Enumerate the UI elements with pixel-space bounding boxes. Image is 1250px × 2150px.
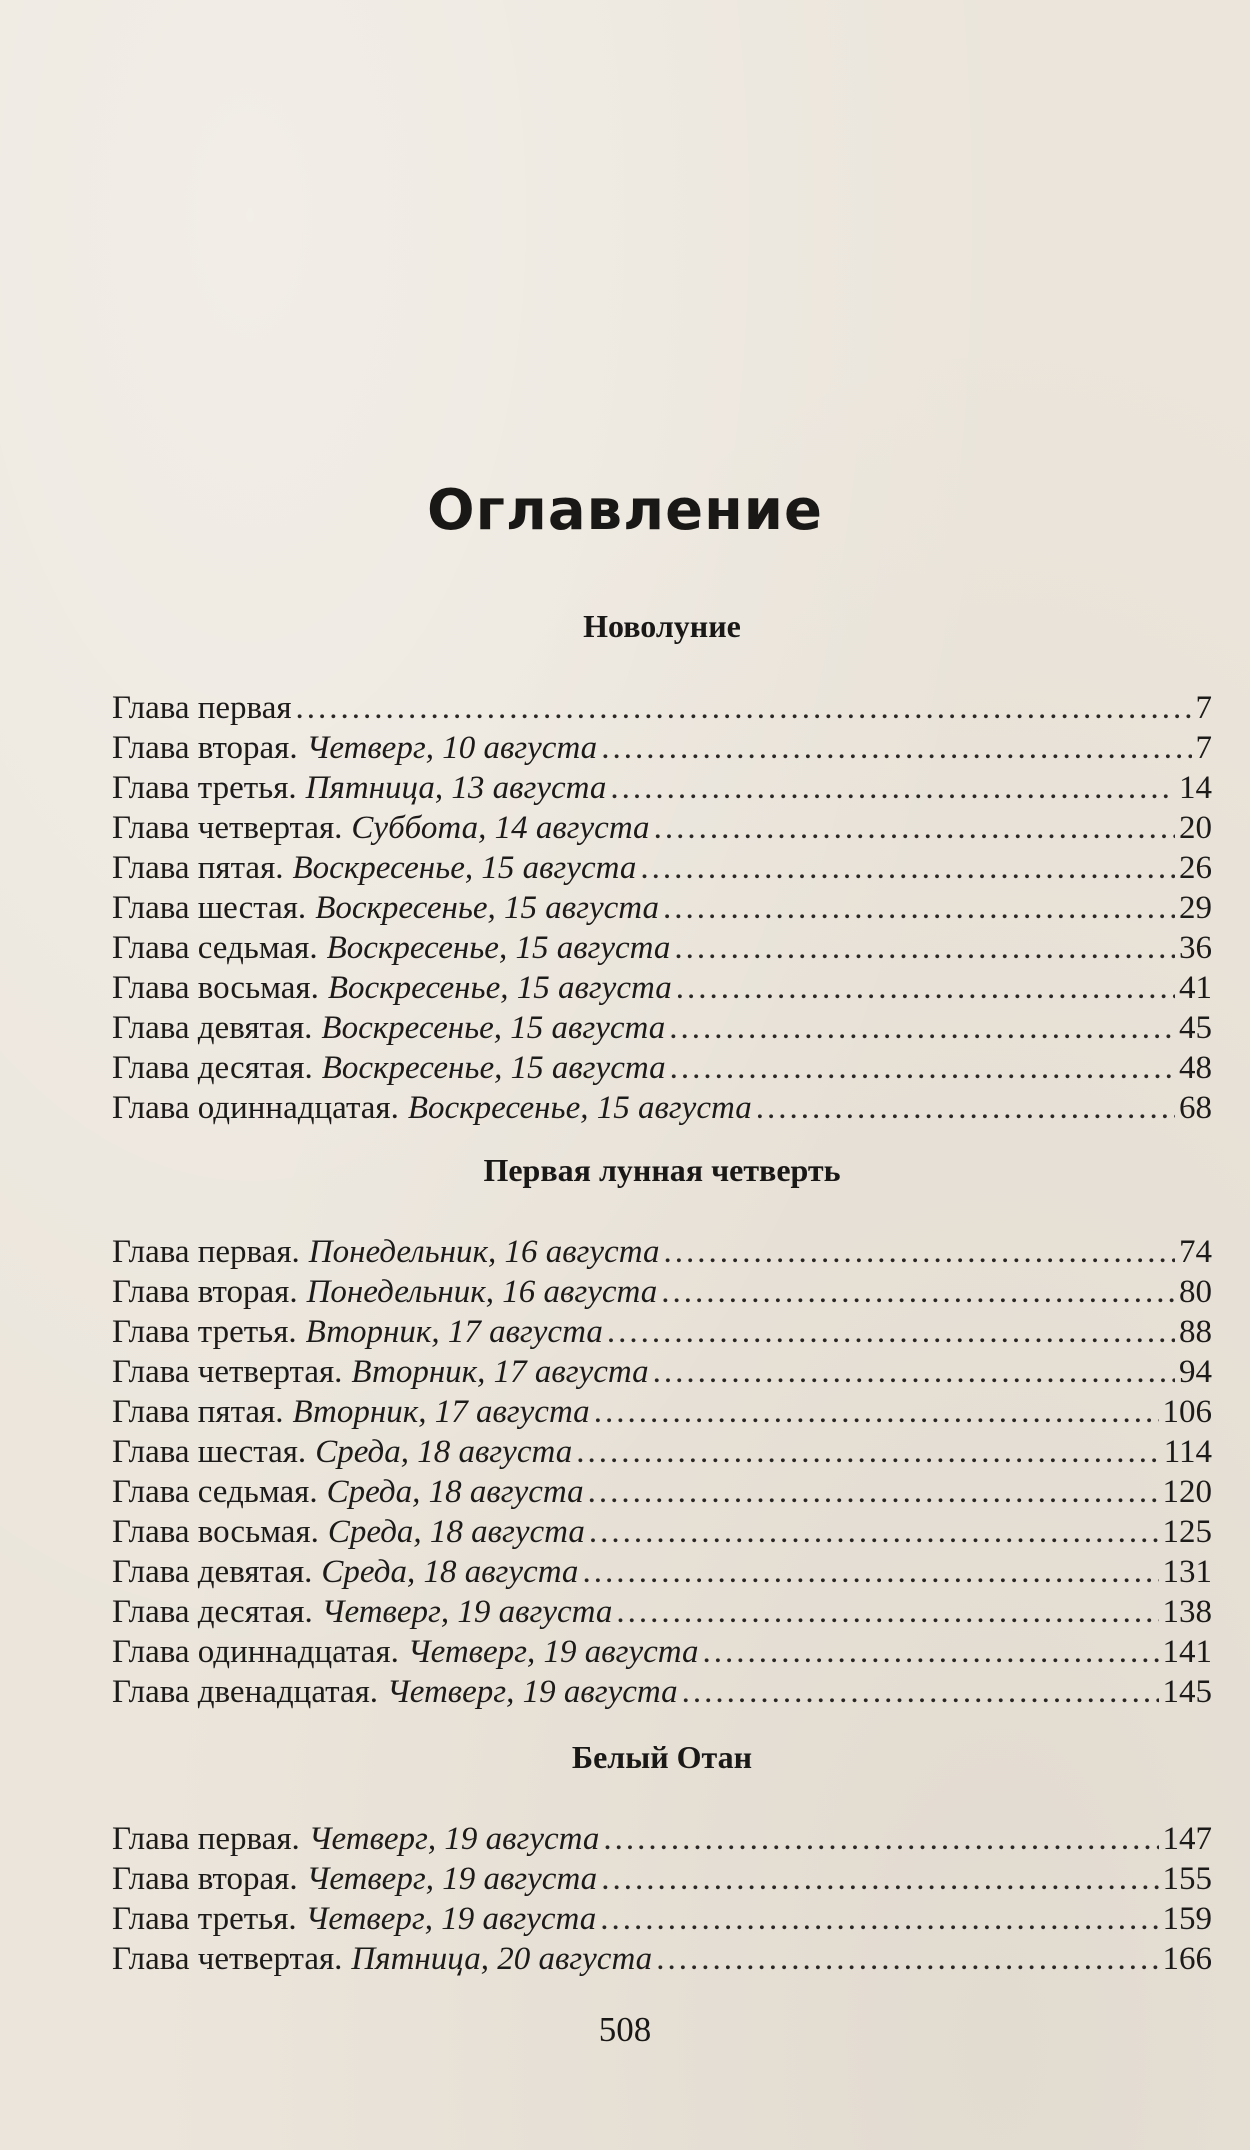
dot-leader	[601, 728, 1191, 768]
section-heading: Первая лунная четверть	[483, 1152, 841, 1188]
toc-entry	[112, 1312, 1212, 1352]
chapter-label: Глава пятая.	[112, 850, 284, 886]
page-ref: 141	[1162, 1634, 1212, 1670]
dot-leader	[640, 848, 1175, 888]
dot-leader	[603, 1819, 1158, 1859]
chapter-date: Воскресенье, 15 августа	[292, 850, 637, 886]
toc-entry	[112, 1088, 1212, 1128]
chapter-label: Глава первая.	[112, 1821, 300, 1857]
section-heading: Новолуние	[583, 608, 741, 644]
chapter-label: Глава седьмая.	[112, 1474, 318, 1510]
dot-leader	[702, 1632, 1158, 1672]
page-ref: 74	[1179, 1234, 1212, 1270]
dot-leader	[663, 888, 1175, 928]
page-ref: 131	[1162, 1554, 1212, 1590]
toc-entry	[112, 1939, 1212, 1979]
dot-leader	[656, 1939, 1158, 1979]
page-number: 508	[598, 2010, 652, 2049]
page-ref: 147	[1162, 1821, 1212, 1857]
dot-leader	[610, 768, 1175, 808]
chapter-label: Глава четвертая.	[112, 810, 343, 846]
toc-entry	[112, 968, 1212, 1008]
chapter-date: Среда, 18 августа	[321, 1554, 579, 1590]
chapter-label: Глава вторая.	[112, 1861, 298, 1897]
page-ref: 26	[1179, 850, 1212, 886]
dot-leader	[589, 1512, 1159, 1552]
chapter-label: Глава одиннадцатая.	[112, 1090, 399, 1126]
toc-entry	[112, 1272, 1212, 1312]
chapter-date: Среда, 18 августа	[326, 1474, 584, 1510]
chapter-label: Глава десятая.	[112, 1594, 313, 1630]
section-heading: Белый Отан	[571, 1739, 753, 1775]
chapter-label: Глава шестая.	[112, 1434, 307, 1470]
chapter-date: Четверг, 19 августа	[407, 1634, 699, 1670]
chapter-date: Пятница, 13 августа	[305, 770, 607, 806]
chapter-label: Глава седьмая.	[112, 930, 318, 966]
chapter-date: Пятница, 20 августа	[351, 1941, 653, 1977]
page-ref: 7	[1195, 730, 1212, 766]
dot-leader	[582, 1552, 1158, 1592]
chapter-date: Воскресенье, 15 августа	[407, 1090, 752, 1126]
dot-leader	[607, 1312, 1175, 1352]
toc-entry	[112, 1048, 1212, 1088]
chapter-date: Четверг, 19 августа	[387, 1674, 678, 1710]
toc-entry	[112, 1512, 1212, 1552]
page-title: Оглавление	[426, 478, 823, 543]
chapter-label: Глава первая.	[112, 1234, 300, 1270]
dot-leader	[601, 1859, 1158, 1899]
chapter-date: Четверг, 10 августа	[306, 730, 598, 766]
toc-entry	[112, 768, 1212, 808]
chapter-label: Глава восьмая.	[112, 1514, 319, 1550]
toc-entry	[112, 808, 1212, 848]
dot-leader	[676, 968, 1175, 1008]
chapter-label: Глава одиннадцатая.	[112, 1634, 399, 1670]
chapter-label: Глава четвертая.	[112, 1354, 343, 1390]
chapter-date: Понедельник, 16 августа	[308, 1234, 660, 1270]
dot-leader	[576, 1432, 1160, 1472]
dot-leader	[594, 1392, 1159, 1432]
toc-section-first-quarter	[112, 1150, 1212, 1712]
page-ref: 159	[1162, 1901, 1212, 1937]
toc-entry	[112, 1899, 1212, 1939]
chapter-date: Четверг, 19 августа	[305, 1901, 597, 1937]
page-ref: 36	[1179, 930, 1212, 966]
page-ref: 14	[1179, 770, 1212, 806]
page-ref: 145	[1162, 1674, 1212, 1710]
chapter-label: Глава пятая.	[112, 1394, 284, 1430]
chapter-label: Глава третья.	[112, 1314, 297, 1350]
chapter-date: Суббота, 14 августа	[351, 810, 650, 846]
page-ref: 166	[1162, 1941, 1212, 1977]
toc-entry	[112, 1552, 1212, 1592]
chapter-label: Глава шестая.	[112, 890, 307, 926]
page-ref: 120	[1162, 1474, 1212, 1510]
page-ref: 7	[1195, 690, 1212, 726]
chapter-date: Четверг, 19 августа	[308, 1821, 600, 1857]
chapter-label: Глава девятая.	[112, 1010, 313, 1046]
toc-entry	[112, 1352, 1212, 1392]
toc-entry	[112, 1592, 1212, 1632]
chapter-date: Четверг, 19 августа	[306, 1861, 598, 1897]
chapter-label: Глава двенадцатая.	[112, 1674, 379, 1710]
dot-leader	[654, 808, 1175, 848]
toc-entry	[112, 1432, 1212, 1472]
dot-leader	[616, 1592, 1158, 1632]
chapter-label: Глава девятая.	[112, 1554, 313, 1590]
dot-leader	[653, 1352, 1175, 1392]
toc-entry	[112, 1392, 1212, 1432]
chapter-date: Воскресенье, 15 августа	[326, 930, 671, 966]
chapter-date: Среда, 18 августа	[315, 1434, 573, 1470]
chapter-date: Воскресенье, 15 августа	[321, 1010, 666, 1046]
toc-entry	[112, 688, 1212, 728]
chapter-date: Воскресенье, 15 августа	[315, 890, 660, 926]
chapter-label: Глава первая	[112, 690, 292, 726]
page-ref: 80	[1179, 1274, 1212, 1310]
chapter-label: Глава вторая.	[112, 1274, 298, 1310]
page-ref: 88	[1179, 1314, 1212, 1350]
dot-leader	[661, 1272, 1175, 1312]
toc-entry-list	[112, 1232, 1212, 1712]
chapter-date: Вторник, 17 августа	[351, 1354, 649, 1390]
chapter-date: Среда, 18 августа	[327, 1514, 585, 1550]
chapter-label: Глава третья.	[112, 1901, 297, 1937]
toc-entry	[112, 1672, 1212, 1712]
dot-leader	[296, 688, 1192, 728]
toc-entry	[112, 1859, 1212, 1899]
page-ref: 29	[1179, 890, 1212, 926]
chapter-date: Вторник, 17 августа	[305, 1314, 603, 1350]
dot-leader	[682, 1672, 1159, 1712]
chapter-date: Воскресенье, 15 августа	[321, 1050, 666, 1086]
page-ref: 94	[1179, 1354, 1212, 1390]
dot-leader	[663, 1232, 1175, 1272]
chapter-label: Глава вторая.	[112, 730, 298, 766]
dot-leader	[670, 1048, 1175, 1088]
toc-entry	[112, 848, 1212, 888]
dot-leader	[600, 1899, 1158, 1939]
toc-entry-list	[112, 1819, 1212, 1979]
toc-entry	[112, 728, 1212, 768]
toc-entry-list	[112, 688, 1212, 1128]
page-ref: 106	[1162, 1394, 1212, 1430]
page-ref: 155	[1162, 1861, 1212, 1897]
toc-section-white-otan	[112, 1737, 1212, 1979]
chapter-label: Глава восьмая.	[112, 970, 319, 1006]
toc-entry	[112, 1008, 1212, 1048]
chapter-date: Четверг, 19 августа	[321, 1594, 613, 1630]
chapter-label: Глава четвертая.	[112, 1941, 343, 1977]
toc-entry	[112, 1632, 1212, 1672]
toc-entry	[112, 1232, 1212, 1272]
chapter-label: Глава третья.	[112, 770, 297, 806]
toc-entry	[112, 888, 1212, 928]
chapter-date: Воскресенье, 15 августа	[327, 970, 672, 1006]
chapter-label: Глава десятая.	[112, 1050, 313, 1086]
dot-leader	[669, 1008, 1175, 1048]
page-ref: 125	[1162, 1514, 1212, 1550]
toc-entry	[112, 1819, 1212, 1859]
page-ref: 138	[1162, 1594, 1212, 1630]
page-ref: 45	[1179, 1010, 1212, 1046]
chapter-date: Вторник, 17 августа	[292, 1394, 590, 1430]
page-ref: 20	[1179, 810, 1212, 846]
toc-section-novolunie	[112, 606, 1212, 1128]
dot-leader	[756, 1088, 1175, 1128]
page-ref: 48	[1179, 1050, 1212, 1086]
page-ref: 41	[1179, 970, 1212, 1006]
page-ref: 114	[1163, 1434, 1212, 1470]
toc-entry	[112, 1472, 1212, 1512]
chapter-date: Понедельник, 16 августа	[306, 1274, 658, 1310]
toc-entry	[112, 928, 1212, 968]
dot-leader	[588, 1472, 1159, 1512]
dot-leader	[674, 928, 1175, 968]
page-ref: 68	[1179, 1090, 1212, 1126]
